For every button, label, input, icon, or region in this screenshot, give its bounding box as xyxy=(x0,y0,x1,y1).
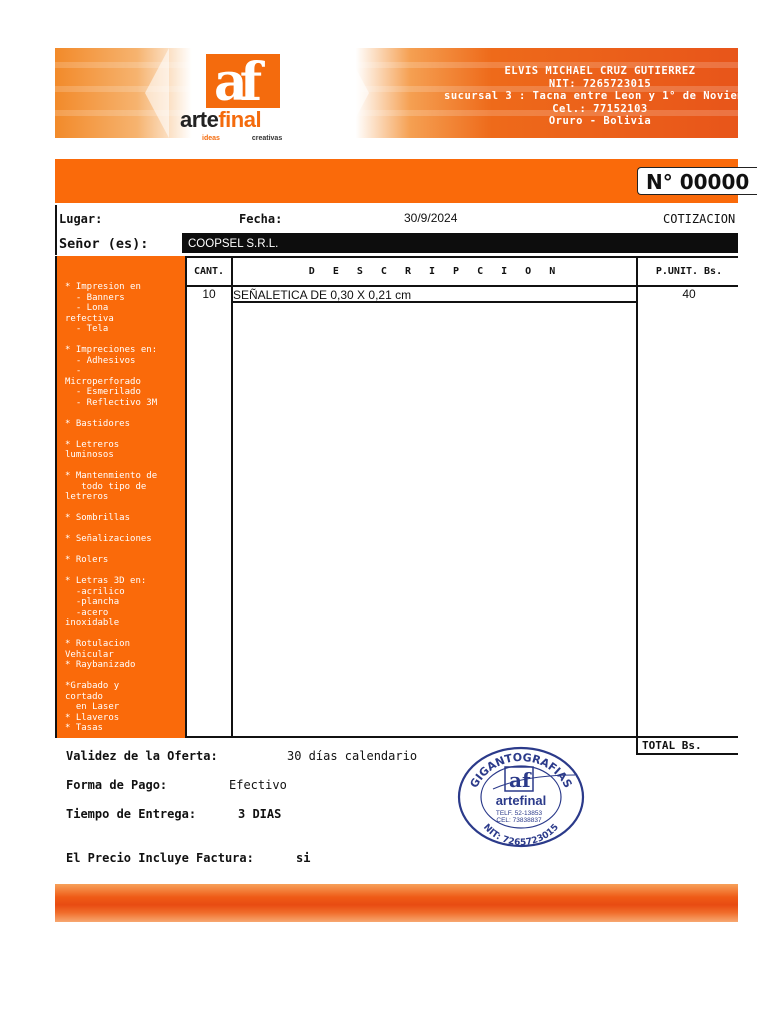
invoice-label: El Precio Incluye Factura: xyxy=(66,851,254,865)
col-divider xyxy=(636,258,638,736)
seal-phone-2: CEL: 73838837 xyxy=(496,817,542,824)
seal-logo-glyph: af xyxy=(509,768,531,792)
validity-value: 30 días calendario xyxy=(287,749,418,763)
seal-top-text: GIGANTOGRAFIAS xyxy=(467,750,575,791)
validity-label: Validez de la Oferta: xyxy=(66,749,218,763)
client-value: COOPSEL S.R.L. xyxy=(182,233,738,253)
service-item: * Letreros luminosos xyxy=(65,439,120,460)
company-nit: NIT: 7265723015 xyxy=(548,78,652,90)
services-list xyxy=(65,282,185,738)
document-number-bar xyxy=(55,159,738,203)
col-header-unit-price: P.UNIT. Bs. xyxy=(655,266,723,277)
row-qty: 10 xyxy=(202,287,216,301)
banner-chevron-right xyxy=(345,48,369,138)
service-item: * Impreciones en: - Adhesivos - Microperforado - Esmerilado - Reflectivo 3M xyxy=(65,345,158,408)
col-header-description: D E S C R I P C I O N xyxy=(308,266,562,277)
service-item: * Señalizaciones xyxy=(65,534,152,544)
seal-phone-1: TELF. 52-13853 xyxy=(495,810,543,817)
service-item: * Mantenmiento de todo tipo de letreros xyxy=(65,471,158,502)
total-label: TOTAL Bs. xyxy=(636,736,738,755)
seal-bottom-text: NIT: 7265723015 xyxy=(481,822,561,849)
banner-chevron-left xyxy=(145,48,169,138)
company-city: Oruro - Bolivia xyxy=(548,115,652,127)
company-phone: Cel.: 77152103 xyxy=(552,103,648,115)
client-label: Señor (es): xyxy=(59,236,149,252)
col-header-qty: CANT. xyxy=(193,266,225,277)
company-seal xyxy=(455,745,587,850)
logo-tagline: ideas creativas xyxy=(202,135,283,142)
seal-brand: artefinal xyxy=(495,793,547,808)
service-item: * Sombrillas xyxy=(65,513,131,523)
footer-banner xyxy=(55,884,738,922)
row-description: SEÑALETICA DE 0,30 X 0,21 cm xyxy=(233,288,412,302)
logo-icon: af xyxy=(206,54,280,108)
row-unit-price: 40 xyxy=(682,287,696,301)
service-item: * Bastidores xyxy=(65,418,131,429)
left-border xyxy=(55,205,57,255)
invoice-value: si xyxy=(296,851,311,865)
service-item: * Rolers xyxy=(65,555,109,565)
service-item: * Rotulacion Vehicular * Raybanizado xyxy=(65,639,136,670)
service-item: * Letras 3D en: -acrilico -plancha -acero inoxidable xyxy=(65,576,147,628)
date-value: 30/9/2024 xyxy=(404,211,458,225)
service-item: *Grabado y cortado en Laser * Llaveros * Tasas xyxy=(65,681,120,733)
services-sidebar xyxy=(55,256,185,738)
document-type: COTIZACION xyxy=(663,212,736,226)
document-number: N° 00000 xyxy=(637,167,757,195)
owner-name: ELVIS MICHAEL CRUZ GUTIERREZ xyxy=(504,65,696,77)
place-label: Lugar: xyxy=(59,212,103,226)
delivery-label: Tiempo de Entrega: xyxy=(66,807,197,821)
payment-value: Efectivo xyxy=(229,778,287,792)
service-item: * Impresion en - Banners - Lona refectiva - Tela xyxy=(65,282,141,334)
date-label: Fecha: xyxy=(239,212,283,226)
logo-wordmark: artefinal xyxy=(180,107,262,132)
items-table xyxy=(185,256,738,738)
col-divider xyxy=(231,258,233,736)
payment-label: Forma de Pago: xyxy=(66,778,168,792)
company-branch: sucursal 3 : Tacna entre Leon y 1° de Noviembre xyxy=(444,90,765,102)
delivery-value: 3 DIAS xyxy=(238,807,282,821)
